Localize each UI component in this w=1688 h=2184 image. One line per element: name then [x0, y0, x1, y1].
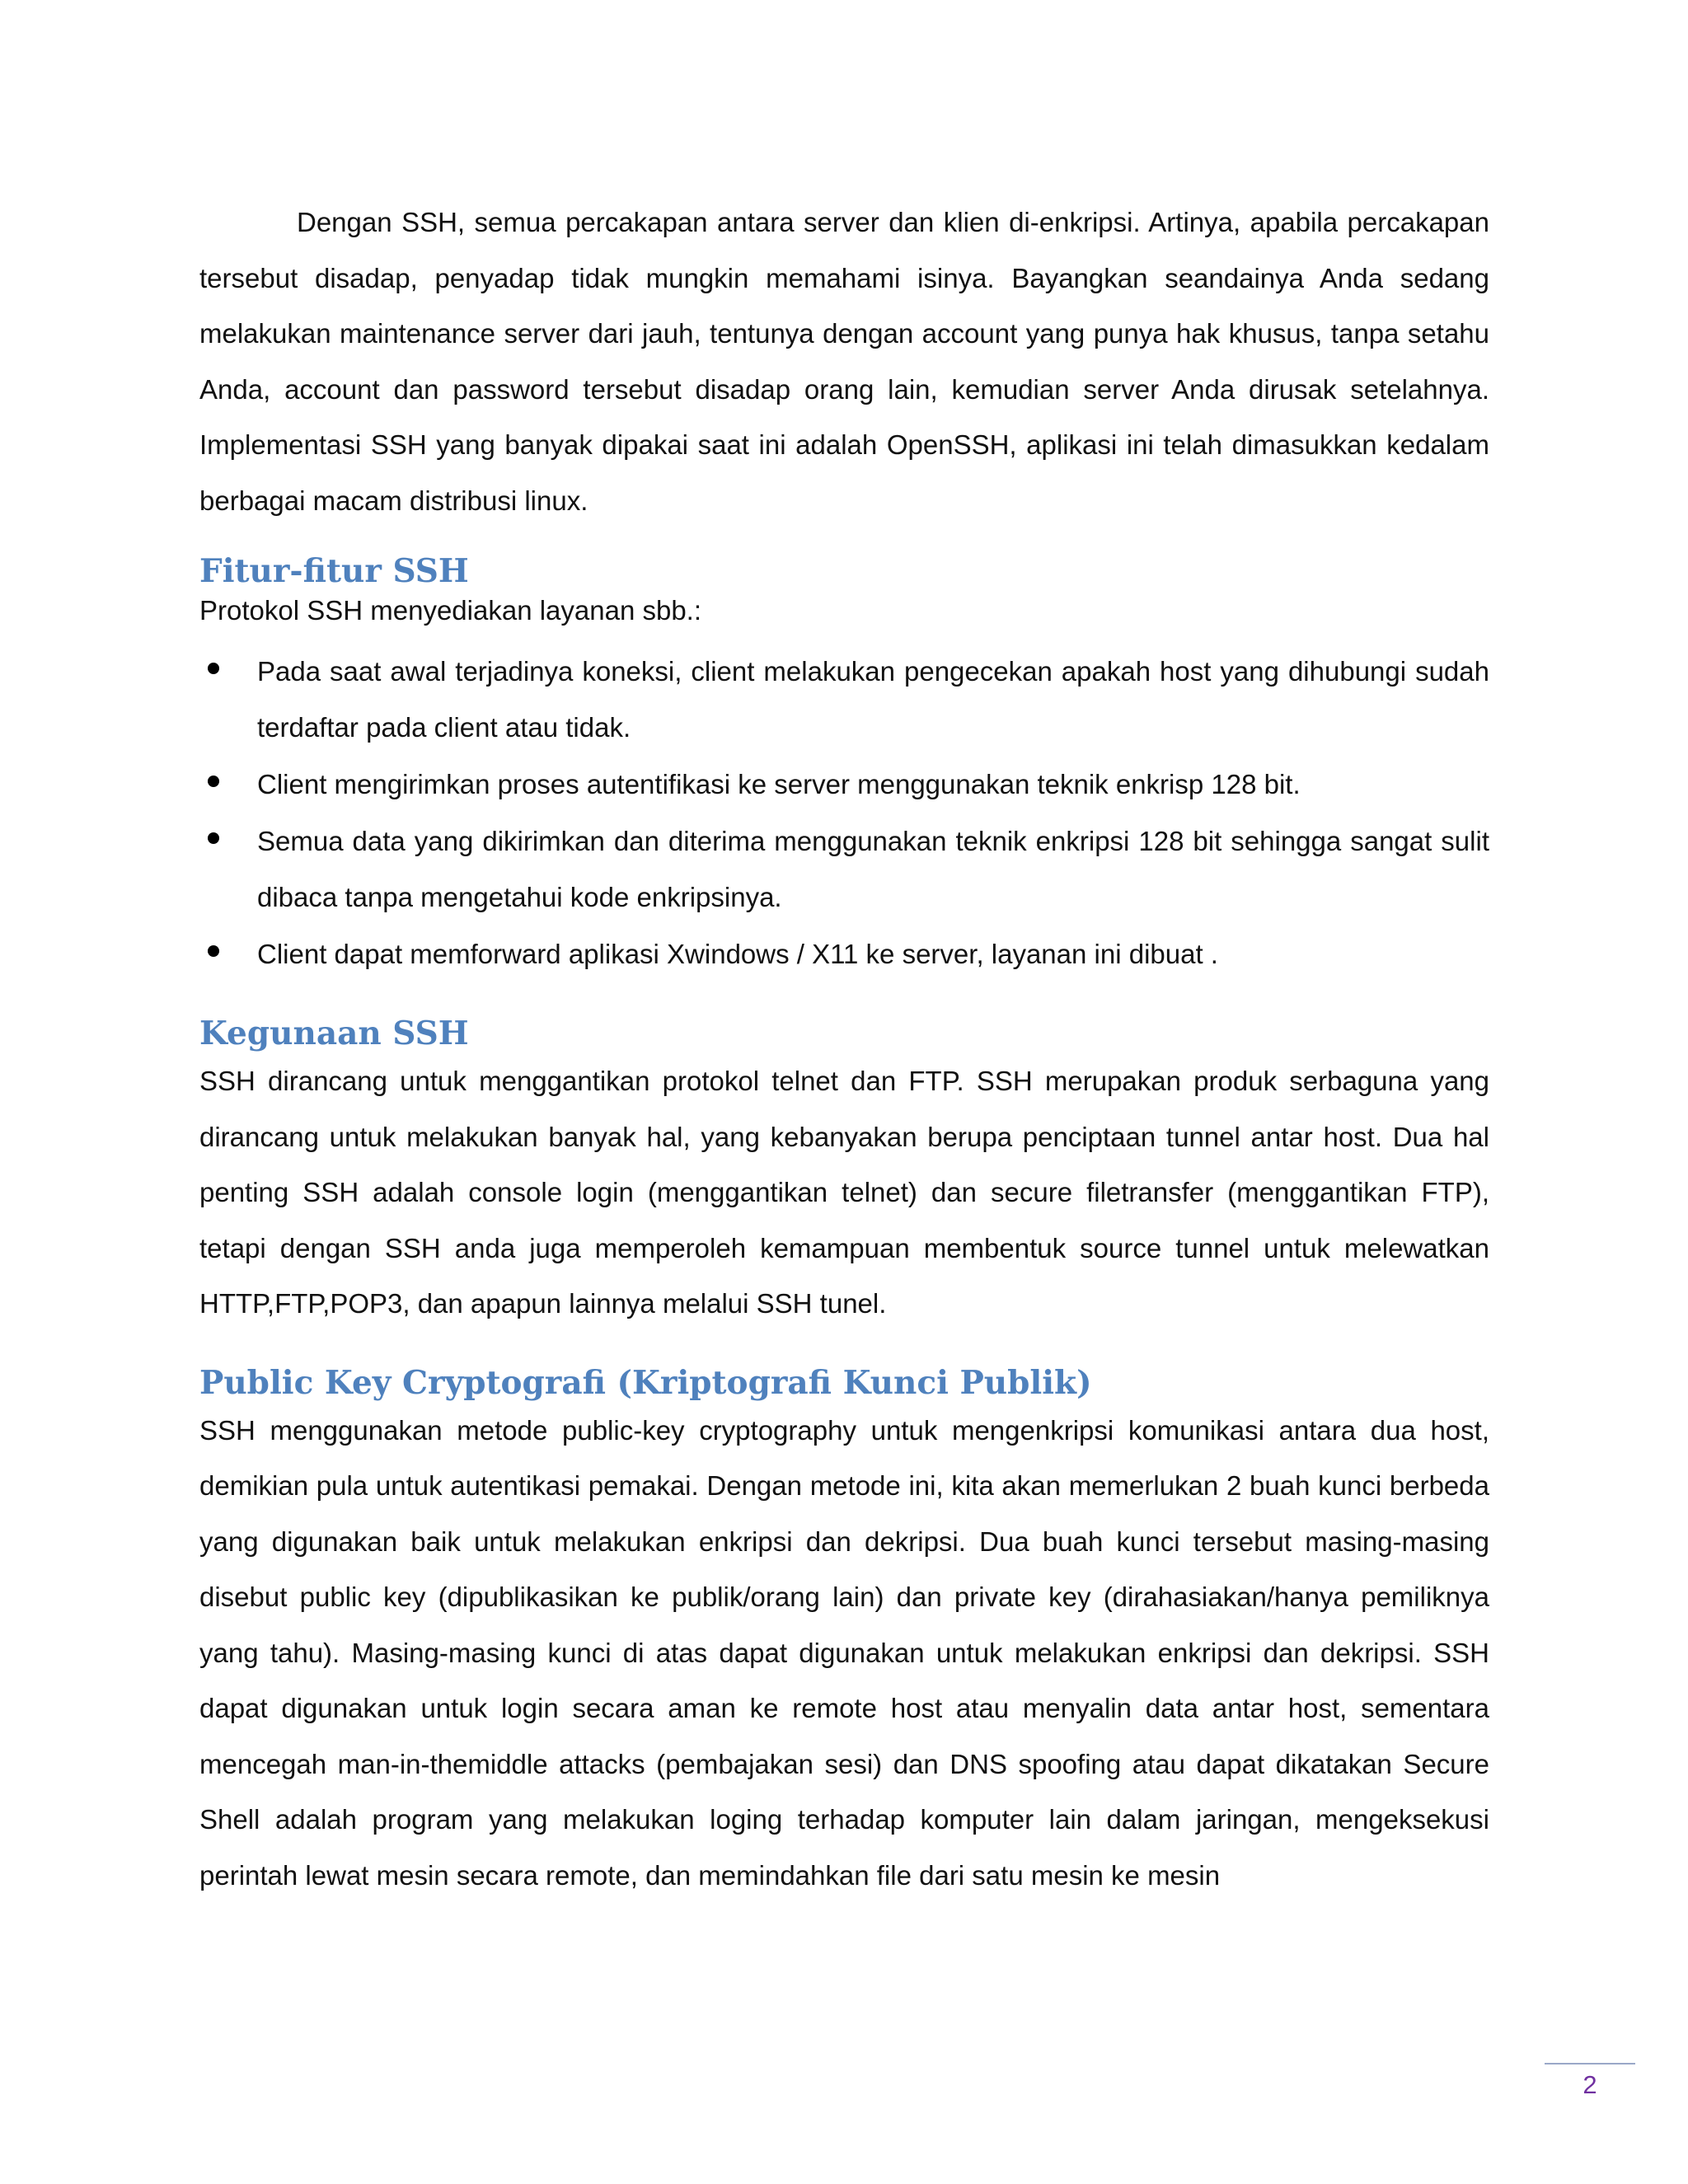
list-item — [199, 644, 1489, 756]
fitur-lead: Protokol SSH menyediakan layanan sbb.: — [199, 595, 702, 626]
fitur-list — [199, 644, 1489, 982]
list-item-text: Pada saat awal terjadinya koneksi, client melakukan pengecekan apakah host yang dihubungi sudah terdaftar pada client atau tidak. — [257, 656, 1489, 743]
kegunaan-heading: Kegunaan SSH — [199, 1015, 469, 1052]
page-content — [199, 194, 1489, 1903]
bullet-icon — [208, 832, 219, 844]
list-item-text: Semua data yang dikirimkan dan diterima menggunakan teknik enkripsi 128 bit sehingga sangat sulit dibaca tanpa mengetahui kode enkripsinya. — [257, 826, 1489, 912]
list-item — [199, 757, 1489, 813]
intro-paragraph: Dengan SSH, semua percakapan antara server dan klien di-enkripsi. Artinya, apabila percakapan tersebut disadap, penyadap tidak mungkin memahami isinya. Bayangkan seandainya Anda sedang melakukan maintenance server dari jauh, tentunya dengan account yang punya hak khusus, tanpa setahu Anda, account dan password tersebut disadap orang lain, kemudian server Anda dirusak setelahnya. Implementasi SSH yang banyak dipakai saat ini adalah OpenSSH, aplikasi ini telah dimasukkan kedalam berbagai macam distribusi linux. — [199, 207, 1489, 516]
list-item — [199, 813, 1489, 926]
page-number: 2 — [1582, 2070, 1597, 2099]
bullet-icon — [208, 776, 219, 787]
list-item — [199, 926, 1489, 982]
kegunaan-paragraph: SSH dirancang untuk menggantikan protokol telnet dan FTP. SSH merupakan produk serbaguna yang dirancang untuk melakukan banyak hal, yang kebanyakan berupa penciptaan tunnel antar host. Dua hal penting SSH adalah console login (menggantikan telnet) dan secure filetransfer (menggantikan FTP), tetapi dengan SSH anda juga memperoleh kemampuan membentuk source tunnel untuk melewatkan HTTP,FTP,POP3, dan apapun lainnya melalui SSH tunel. — [199, 1066, 1489, 1319]
fitur-heading: Fitur-fitur SSH — [199, 552, 469, 590]
public-key-paragraph: SSH menggunakan metode public-key cryptography untuk mengenkripsi komunikasi antara dua host, demikian pula untuk autentikasi pemakai. Dengan metode ini, kita akan memerlukan 2 buah kunci berbeda yang digunakan baik untuk melakukan enkripsi dan dekripsi. Dua buah kunci tersebut masing-masing disebut public key (dipublikasikan ke publik/orang lain) dan private key (dirahasiakan/hanya pemiliknya yang tahu). Masing-masing kunci di atas dapat digunakan untuk melakukan enkripsi dan dekripsi. SSH dapat digunakan untuk login secara aman ke remote host atau menyalin data antar host, sementara mencegah man-in-themiddle attacks (pembajakan sesi) dan DNS spoofing atau dapat dikatakan Secure Shell adalah program yang melakukan loging terhadap komputer lain dalam jaringan, mengeksekusi perintah lewat mesin secara remote, dan memindahkan file dari satu mesin ke mesin — [199, 1414, 1489, 1891]
bullet-icon — [208, 663, 219, 674]
bullet-icon — [208, 945, 219, 957]
list-item-text: Client mengirimkan proses autentifikasi ke server menggunakan teknik enkrisp 128 bit. — [257, 769, 1301, 799]
list-item-text: Client dapat memforward aplikasi Xwindows / X11 ke server, layanan ini dibuat . — [257, 939, 1218, 969]
public-key-heading: Public Key Cryptografi (Kriptografi Kunci Publik) — [199, 1363, 1092, 1402]
footer-divider — [1545, 2063, 1635, 2064]
